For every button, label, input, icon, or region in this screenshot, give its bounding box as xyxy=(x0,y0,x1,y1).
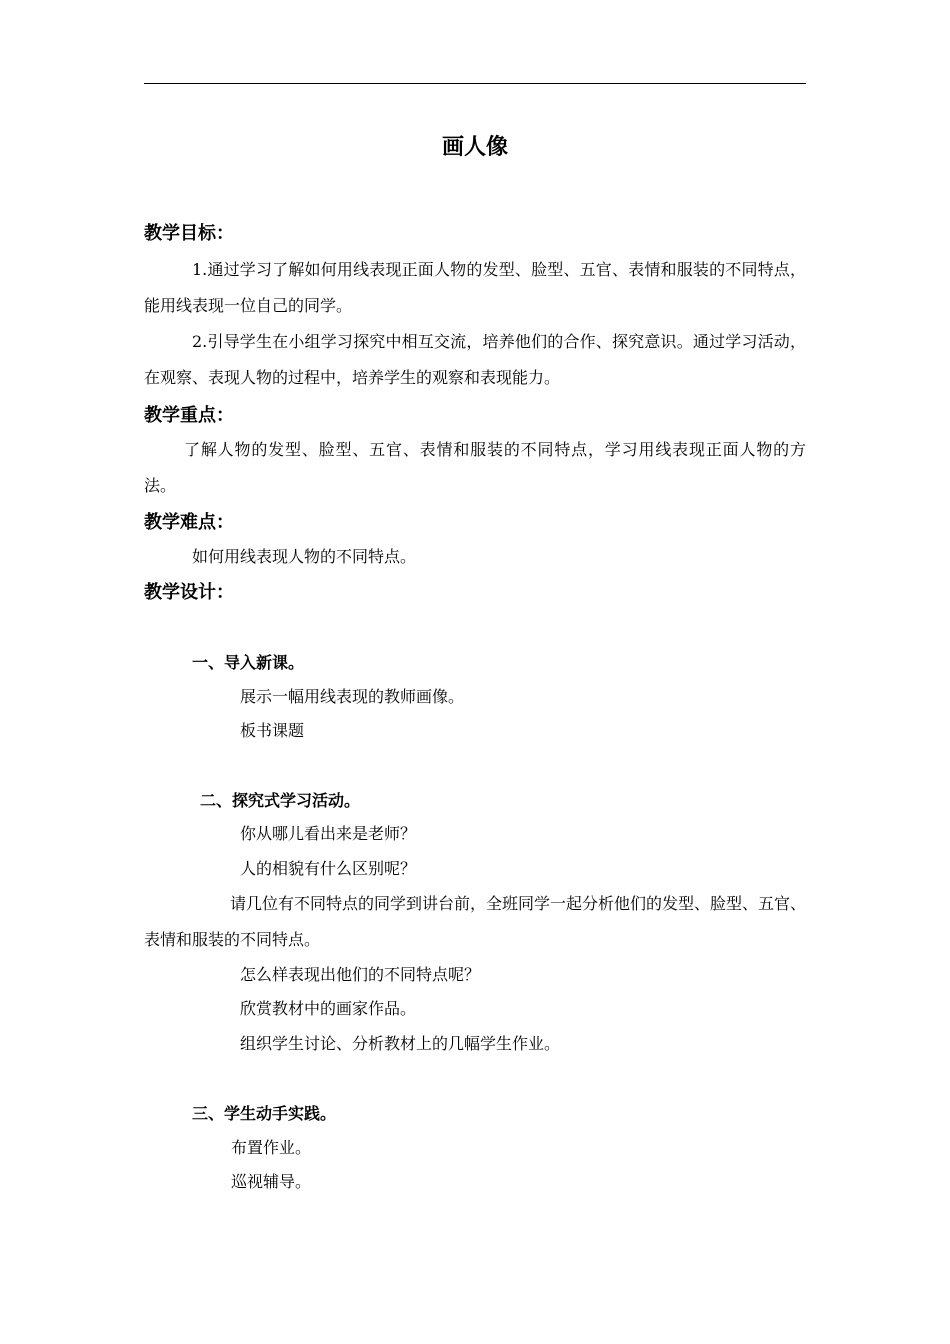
section-2-line: 怎么样表现出他们的不同特点呢？ xyxy=(240,965,481,984)
section-1-line: 板书课题 xyxy=(240,721,305,740)
design-heading: 教学设计： xyxy=(144,582,234,603)
objectives-heading: 教学目标： xyxy=(144,223,234,244)
key-points-heading: 教学重点： xyxy=(144,405,234,426)
page-title: 画人像 xyxy=(441,135,508,160)
section-3-line: 巡视辅导。 xyxy=(231,1172,312,1191)
section-2-line: 人的相貌有什么区别呢？ xyxy=(240,859,417,878)
section-1-line: 展示一幅用线表现的教师画像。 xyxy=(240,687,465,706)
section-3-line: 布置作业。 xyxy=(231,1138,312,1157)
section-2-heading: 二、探究式学习活动。 xyxy=(200,791,361,810)
difficulties-heading: 教学难点： xyxy=(144,512,234,533)
section-2-line: 你从哪儿看出来是老师？ xyxy=(240,824,417,843)
section-2-line: 组织学生讨论、分析教材上的几幅学生作业。 xyxy=(240,1034,561,1053)
objective-item-2: 2.引导学生在小组学习探究中相互交流，培养他们的合作、探究意识。通过学习活动，在观察、表现人物的过程中，培养学生的观察和表现能力。 xyxy=(144,332,806,387)
section-2-line: 请几位有不同特点的同学到讲台前，全班同学一起分析他们的发型、脸型、五官、表情和服装的不同特点。 xyxy=(144,894,807,949)
key-points-text: 了解人物的发型、脸型、五官、表情和服装的不同特点，学习用线表现正面人物的方法。 xyxy=(144,440,806,495)
section-3-heading: 三、学生动手实践。 xyxy=(192,1104,337,1123)
section-2-line: 欣赏教材中的画家作品。 xyxy=(240,999,417,1018)
difficulties-text: 如何用线表现人物的不同特点。 xyxy=(192,547,417,566)
objective-item-1: 1.通过学习了解如何用线表现正面人物的发型、脸型、五官、表情和服装的不同特点，能用线表现一位自己的同学。 xyxy=(144,260,806,315)
header-rule xyxy=(144,83,806,84)
section-1-heading: 一、导入新课。 xyxy=(192,653,305,672)
